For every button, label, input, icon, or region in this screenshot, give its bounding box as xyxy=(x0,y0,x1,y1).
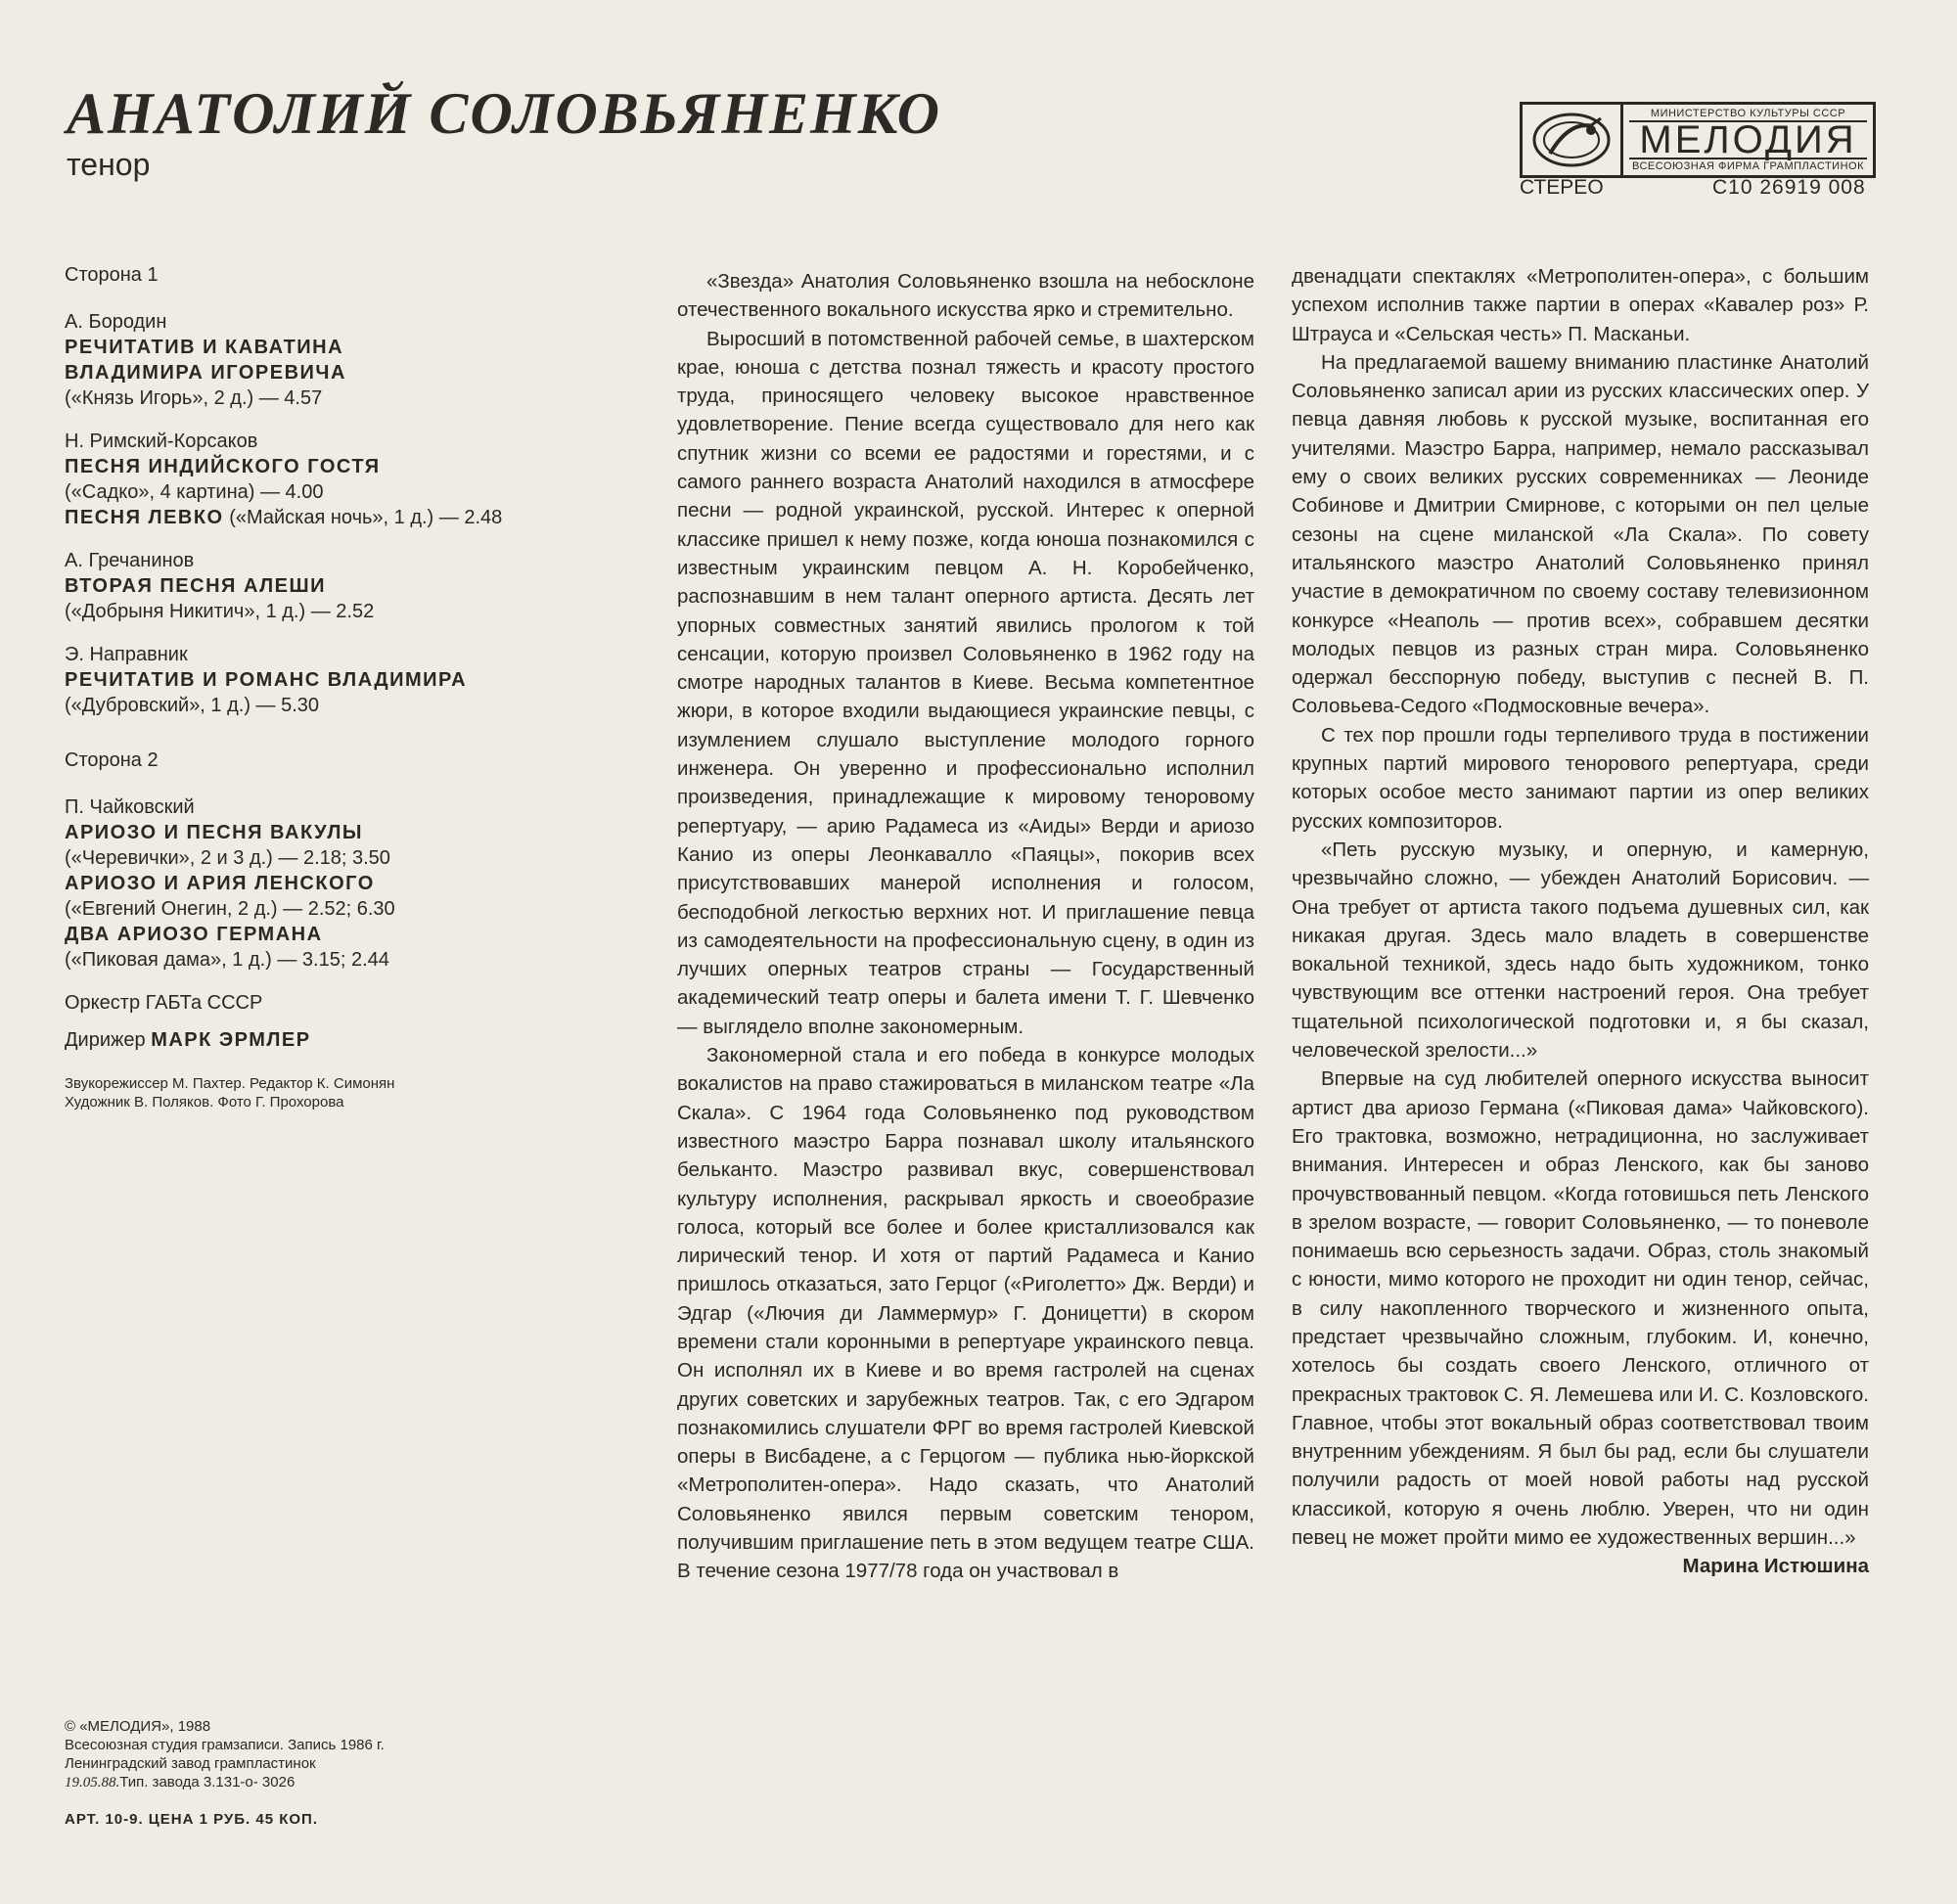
side-2-label: Сторона 2 xyxy=(65,749,159,771)
melodiya-logo xyxy=(1520,102,1876,178)
work-title: ВЛАДИМИРА ИГОРЕВИЧА xyxy=(65,362,346,384)
composer: Э. Направник xyxy=(65,644,188,665)
paragraph: «Петь русскую музыку, и оперную, и камерную, чрезвычайно сложно, — убежден Анатолий Борисович. — Она требует от артиста такого подъема душевных сил, как никакая другая. Здесь мало владеть в совершенстве вокальной техникой, здесь надо быть художником, тонко чувствующим все оттенки настроений героя. Она требует тщательной психологической подготовки и, я бы сказал, человеческой зрелости...» xyxy=(1292,838,1869,1063)
track-group xyxy=(65,548,652,624)
copyright: © «МЕЛОДИЯ», 1988 xyxy=(65,1718,211,1735)
handwritten-date: 19.05.88. xyxy=(65,1775,120,1791)
production-credits xyxy=(65,1074,652,1111)
paragraph: двенадцати спектаклях «Метрополитен-опера», с большим успехом исполнив также партии в операх «Кавалер роз» Р. Штрауса и «Сельская честь» П. Масканьи. xyxy=(1292,265,1869,345)
track-group xyxy=(65,429,652,530)
work-detail: («Садко», 4 картина) — 4.00 xyxy=(65,481,324,503)
paragraph: Выросший в потомственной рабочей семье, в шахтерском крае, юноша с детства познал тяжесть и красоту простого труда, приносящего человеку высокое нравственное удовлетворение. Пение всегда существовало для него как спутник жизни со всеми ее радостями и горестями, и с самого раннего возраста Анатолий находился в атмосфере песни — родной украинской, русской. Интерес к оперной классике пришел к нему позже, когда юноша познакомился с известным украинским певцом А. Н. Коробейченко, распознавшим в нем талант оперного артиста. Десять лет упорных совместных занятий явились прологом к той сенсации, которую произвел Соловьяненко в 1962 году на смотре народных талантов в Киеве. Весьма компетентное жюри, в которое входили выдающиеся украинские певцы, с изумлением слушало выступление молодого горного инженера. Он уверенно и профессионально исполнил произведения, принадлежащие к мировому теноровому репертуару, — арию Радамеса из «Аиды» Верди и ариозо Канио из оперы Леонкавалло «Паяцы», покорив всех присутствовавших манерой исполнения и голосом, бесподобной легкостью верхних нот. И приглашение певца из самодеятельности на профессиональную сцену, в один из лучших оперных театров страны — Государственный академический театр оперы и балета имени Т. Г. Шевченко — выглядело вполне закономерным. xyxy=(677,327,1254,1038)
paragraph: На предлагаемой вашему вниманию пластинке Анатолий Соловьяненко записал арии из русских классических опер. У певца давняя любовь к русской музыке, воспитанная его учителями. Маэстро Барра, например, немало рассказывал ему о своих великих русских современниках — Леониде Собинове и Дмитрии Смирнове, с которыми он пел целые сезоны на сцене миланской «Ла Скала». По совету итальянского маэстро Анатолий Соловьяненко принял участие в демократичном по своему составу телевизионном конкурсе «Неаполь — против всех», собравшем десятки молодых певцов из разных стран мира. Соловьяненко одержал бесспорную победу, выступив с песней В. П. Соловьева-Седого «Подмосковные вечера». xyxy=(1292,350,1869,718)
logo-text xyxy=(1623,105,1873,175)
work-title: ПЕСНЯ ИНДИЙСКОГО ГОСТЯ xyxy=(65,456,381,477)
side-1-label: Сторона 1 xyxy=(65,264,159,286)
stereo-label: СТЕРЕО xyxy=(1520,176,1604,199)
work-detail: («Добрыня Никитич», 1 д.) — 2.52 xyxy=(65,601,375,622)
voice-subtitle: тенор xyxy=(67,147,151,182)
factory: Ленинградский завод грампластинок xyxy=(65,1755,316,1772)
credits-line: Звукорежиссер М. Пахтер. Редактор К. Симонян xyxy=(65,1075,395,1092)
catalog-number: С10 26919 008 xyxy=(1712,176,1866,199)
work-title: РЕЧИТАТИВ И КАВАТИНА xyxy=(65,337,344,358)
artist-title: АНАТОЛИЙ СОЛОВЬЯНЕНКО xyxy=(67,81,941,146)
track-group xyxy=(65,642,652,718)
work-title: ПЕСНЯ ЛЕВКО xyxy=(65,507,224,528)
essay-author: Марина Истюшина xyxy=(1682,1555,1869,1578)
logo-company: ВСЕСОЮЗНАЯ ФИРМА ГРАМПЛАСТИНОК xyxy=(1632,160,1864,172)
performers xyxy=(65,990,652,1053)
work-detail: («Князь Игорь», 2 д.) — 4.57 xyxy=(65,387,323,409)
conductor-line xyxy=(65,1027,652,1053)
work-title: АРИОЗО И АРИЯ ЛЕНСКОГО xyxy=(65,873,375,894)
essay-column-1 xyxy=(677,267,1254,1586)
conductor-name: МАРК ЭРМЛЕР xyxy=(151,1029,311,1051)
price: АРТ. 10-9. ЦЕНА 1 РУБ. 45 КОП. xyxy=(65,1811,318,1828)
track-group xyxy=(65,794,652,973)
logo-ministry: МИНИСТЕРСТВО КУЛЬТУРЫ СССР xyxy=(1650,108,1846,119)
print-info xyxy=(65,1773,385,1792)
composer: А. Бородин xyxy=(65,311,167,333)
work-detail: («Евгений Онегин, 2 д.) — 2.52; 6.30 xyxy=(65,898,395,920)
paragraph: С тех пор прошли годы терпеливого труда в постижении крупных партий мирового тенорового репертуара, среди которых особое место занимают партии из опер великих русских композиторов. xyxy=(1292,723,1869,833)
logo-brand: МЕЛОДИЯ xyxy=(1629,120,1867,159)
essay-column-2 xyxy=(1292,262,1869,1581)
work-detail: («Черевички», 2 и 3 д.) — 2.18; 3.50 xyxy=(65,847,390,869)
work-detail: («Майская ночь», 1 д.) — 2.48 xyxy=(229,507,503,528)
composer: Н. Римский-Корсаков xyxy=(65,431,258,452)
work-title: ДВА АРИОЗО ГЕРМАНА xyxy=(65,924,323,945)
paragraph: Закономерной стала и его победа в конкурсе молодых вокалистов на право стажироваться в миланском театре «Ла Скала». С 1964 года Соловьяненко под руководством известного маэстро Барра познавал школу итальянского бельканто. Маэстро развивал вкус, совершенствовал культуру исполнения, раскрывал яркость и своеобразие голоса, который все более и более кристаллизовался как лирический тенор. И хотя от партий Радамеса и Канио пришлось отказаться, зато Герцог («Риголетто» Дж. Верди) и Эдгар («Лючия ди Ламмермур» Г. Доницетти) в скором времени стали коронными в репертуаре украинского певца. Он исполнял их в Киеве и во время гастролей на сценах других советских и зарубежных театров. Так, с его Эдгаром познакомились слушатели ФРГ во время гастролей Киевской оперы в Висбадене, а с Герцогом — публика нью-йоркской «Метрополитен-опера». Надо сказать, что Анатолий Соловьяненко явился первым советским тенором, получившим приглашение петь в этом ведущем театре США. В течение сезона 1977/78 года он участвовал в xyxy=(677,1044,1254,1583)
work-title: РЕЧИТАТИВ И РОМАНС ВЛАДИМИРА xyxy=(65,669,468,691)
work-detail: («Пиковая дама», 1 д.) — 3.15; 2.44 xyxy=(65,949,389,971)
work-title: ВТОРАЯ ПЕСНЯ АЛЕШИ xyxy=(65,575,326,597)
tracklist xyxy=(65,262,652,1111)
composer: П. Чайковский xyxy=(65,796,195,818)
work-title: АРИОЗО И ПЕСНЯ ВАКУЛЫ xyxy=(65,822,363,843)
studio: Всесоюзная студия грамзаписи. Запись 1986 г. xyxy=(65,1737,385,1753)
paragraph: Впервые на суд любителей оперного искусства выносит артист два ариозо Германа («Пиковая дама» Чайковского). Его трактовка, возможно, нетрадиционна, но заслуживает внимания. Интересен и образ Ленского, как бы заново прочувствованный певцом. «Когда готовишься петь Ленского в зрелом возрасте, — говорит Соловьяненко, — то поневоле понимаешь всю серьезность задачи. Образ, столь знакомый с юности, мимо которого не проходит ни один тенор, сейчас, в силу накопленного творческого и жизненного опыта, предстает чрезвычайно сложным, глубоким. И, конечно, хотелось бы создать своего Ленского, отличного от прекрасных трактовок С. Я. Лемешева или И. С. Козловского. Главное, чтобы этот вокальный образ соответствовал твоим внутренним убеждениям. Я был бы рад, если бы слушатели получили радость от моей новой работы над русской классикой, которую я очень люблю. Уверен, что ни один певец не может пройти мимо ее художественных вершин...» xyxy=(1292,1067,1869,1550)
orchestra: Оркестр ГАБТа СССР xyxy=(65,992,263,1014)
credits-line: Художник В. Поляков. Фото Г. Прохорова xyxy=(65,1094,344,1111)
paragraph: «Звезда» Анатолия Соловьяненко взошла на небосклоне отечественного вокального искусства ярко и стремительно. xyxy=(677,270,1254,322)
imprint xyxy=(65,1717,385,1829)
conductor-label: Дирижер xyxy=(65,1029,146,1051)
work-detail: («Дубровский», 1 д.) — 5.30 xyxy=(65,695,320,716)
melodiya-emblem-icon xyxy=(1523,105,1623,175)
work-inline xyxy=(65,505,652,530)
printing: Тип. завода 3.131-о- 3026 xyxy=(119,1774,296,1791)
composer: А. Гречанинов xyxy=(65,550,195,571)
track-group xyxy=(65,309,652,411)
